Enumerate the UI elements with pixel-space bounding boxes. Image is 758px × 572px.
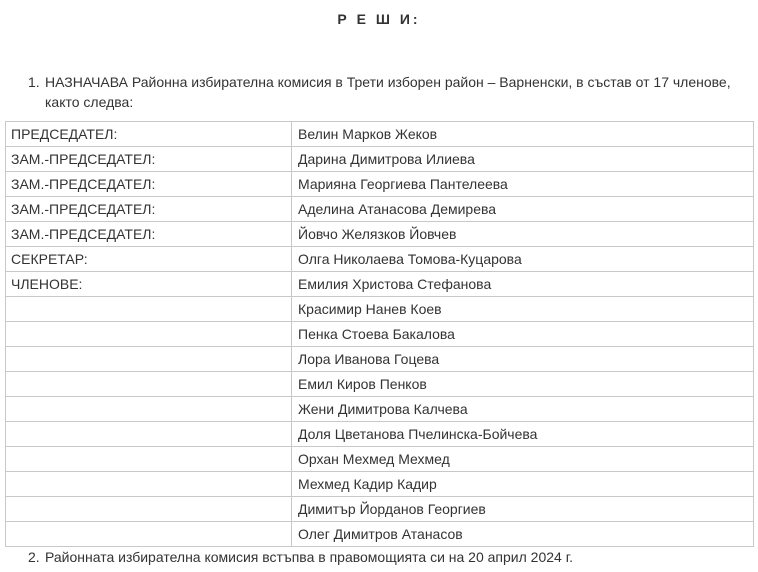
table-row [6, 497, 754, 522]
member-role-cell [6, 322, 292, 347]
member-name-cell: Лора Иванова Гоцева [292, 347, 754, 372]
point-1-number: 1. [28, 74, 40, 90]
member-role-cell [6, 472, 292, 497]
table-row [6, 172, 754, 197]
table-row [6, 222, 754, 247]
point-2-text: Районната избирателна комисия встъпва в правомощията си на 20 април 2024 г. [45, 549, 574, 565]
member-role-cell [6, 397, 292, 422]
member-name-cell: Мехмед Кадир Кадир [292, 472, 754, 497]
member-name-cell: Аделина Атанасова Демирева [292, 197, 754, 222]
member-name-cell: Красимир Нанев Коев [292, 297, 754, 322]
table-row [6, 122, 754, 147]
member-role-cell [6, 522, 292, 547]
table-row [6, 397, 754, 422]
member-role-cell: ЗАМ.-ПРЕДСЕДАТЕЛ: [6, 222, 292, 247]
member-role-cell [6, 422, 292, 447]
member-name-cell: Орхан Мехмед Мехмед [292, 447, 754, 472]
table-row [6, 347, 754, 372]
decision-heading: Р Е Ш И: [337, 11, 421, 27]
table-row [6, 522, 754, 547]
table-row [6, 447, 754, 472]
member-role-cell: ЧЛЕНОВЕ: [6, 272, 292, 297]
member-role-cell: ПРЕДСЕДАТЕЛ: [6, 122, 292, 147]
decision-point-2 [28, 547, 743, 567]
member-name-cell: Емил Киров Пенков [292, 372, 754, 397]
member-role-cell: СЕКРЕТАР: [6, 247, 292, 272]
point-2-number: 2. [28, 549, 40, 565]
member-role-cell [6, 447, 292, 472]
table-row [6, 422, 754, 447]
table-row [6, 372, 754, 397]
member-role-cell [6, 497, 292, 522]
table-row [6, 322, 754, 347]
member-role-cell: ЗАМ.-ПРЕДСЕДАТЕЛ: [6, 147, 292, 172]
member-role-cell [6, 372, 292, 397]
member-name-cell: Доля Цветанова Пчелинска-Бойчева [292, 422, 754, 447]
table-row [6, 272, 754, 297]
table-row [6, 472, 754, 497]
member-name-cell: Димитър Йорданов Георгиев [292, 497, 754, 522]
member-name-cell: Олга Николаева Томова-Куцарова [292, 247, 754, 272]
member-name-cell: Олег Димитров Атанасов [292, 522, 754, 547]
decision-point-1 [28, 72, 743, 112]
table-row [6, 147, 754, 172]
member-role-cell: ЗАМ.-ПРЕДСЕДАТЕЛ: [6, 197, 292, 222]
member-name-cell: Велин Марков Жеков [292, 122, 754, 147]
table-row [6, 297, 754, 322]
member-name-cell: Дарина Димитрова Илиева [292, 147, 754, 172]
point-1-text: НАЗНАЧАВА Районна избирателна комисия в Трети изборен район – Варненски, в състав от 17 членове, както следва: [45, 74, 731, 110]
member-role-cell [6, 297, 292, 322]
table-row [6, 247, 754, 272]
member-name-cell: Емилия Христова Стефанова [292, 272, 754, 297]
member-name-cell: Пенка Стоева Бакалова [292, 322, 754, 347]
member-role-cell [6, 347, 292, 372]
table-row [6, 197, 754, 222]
member-name-cell: Йовчо Желязков Йовчев [292, 222, 754, 247]
member-role-cell: ЗАМ.-ПРЕДСЕДАТЕЛ: [6, 172, 292, 197]
commission-members-table [5, 121, 754, 547]
member-name-cell: Марияна Георгиева Пантелеева [292, 172, 754, 197]
member-name-cell: Жени Димитрова Калчева [292, 397, 754, 422]
